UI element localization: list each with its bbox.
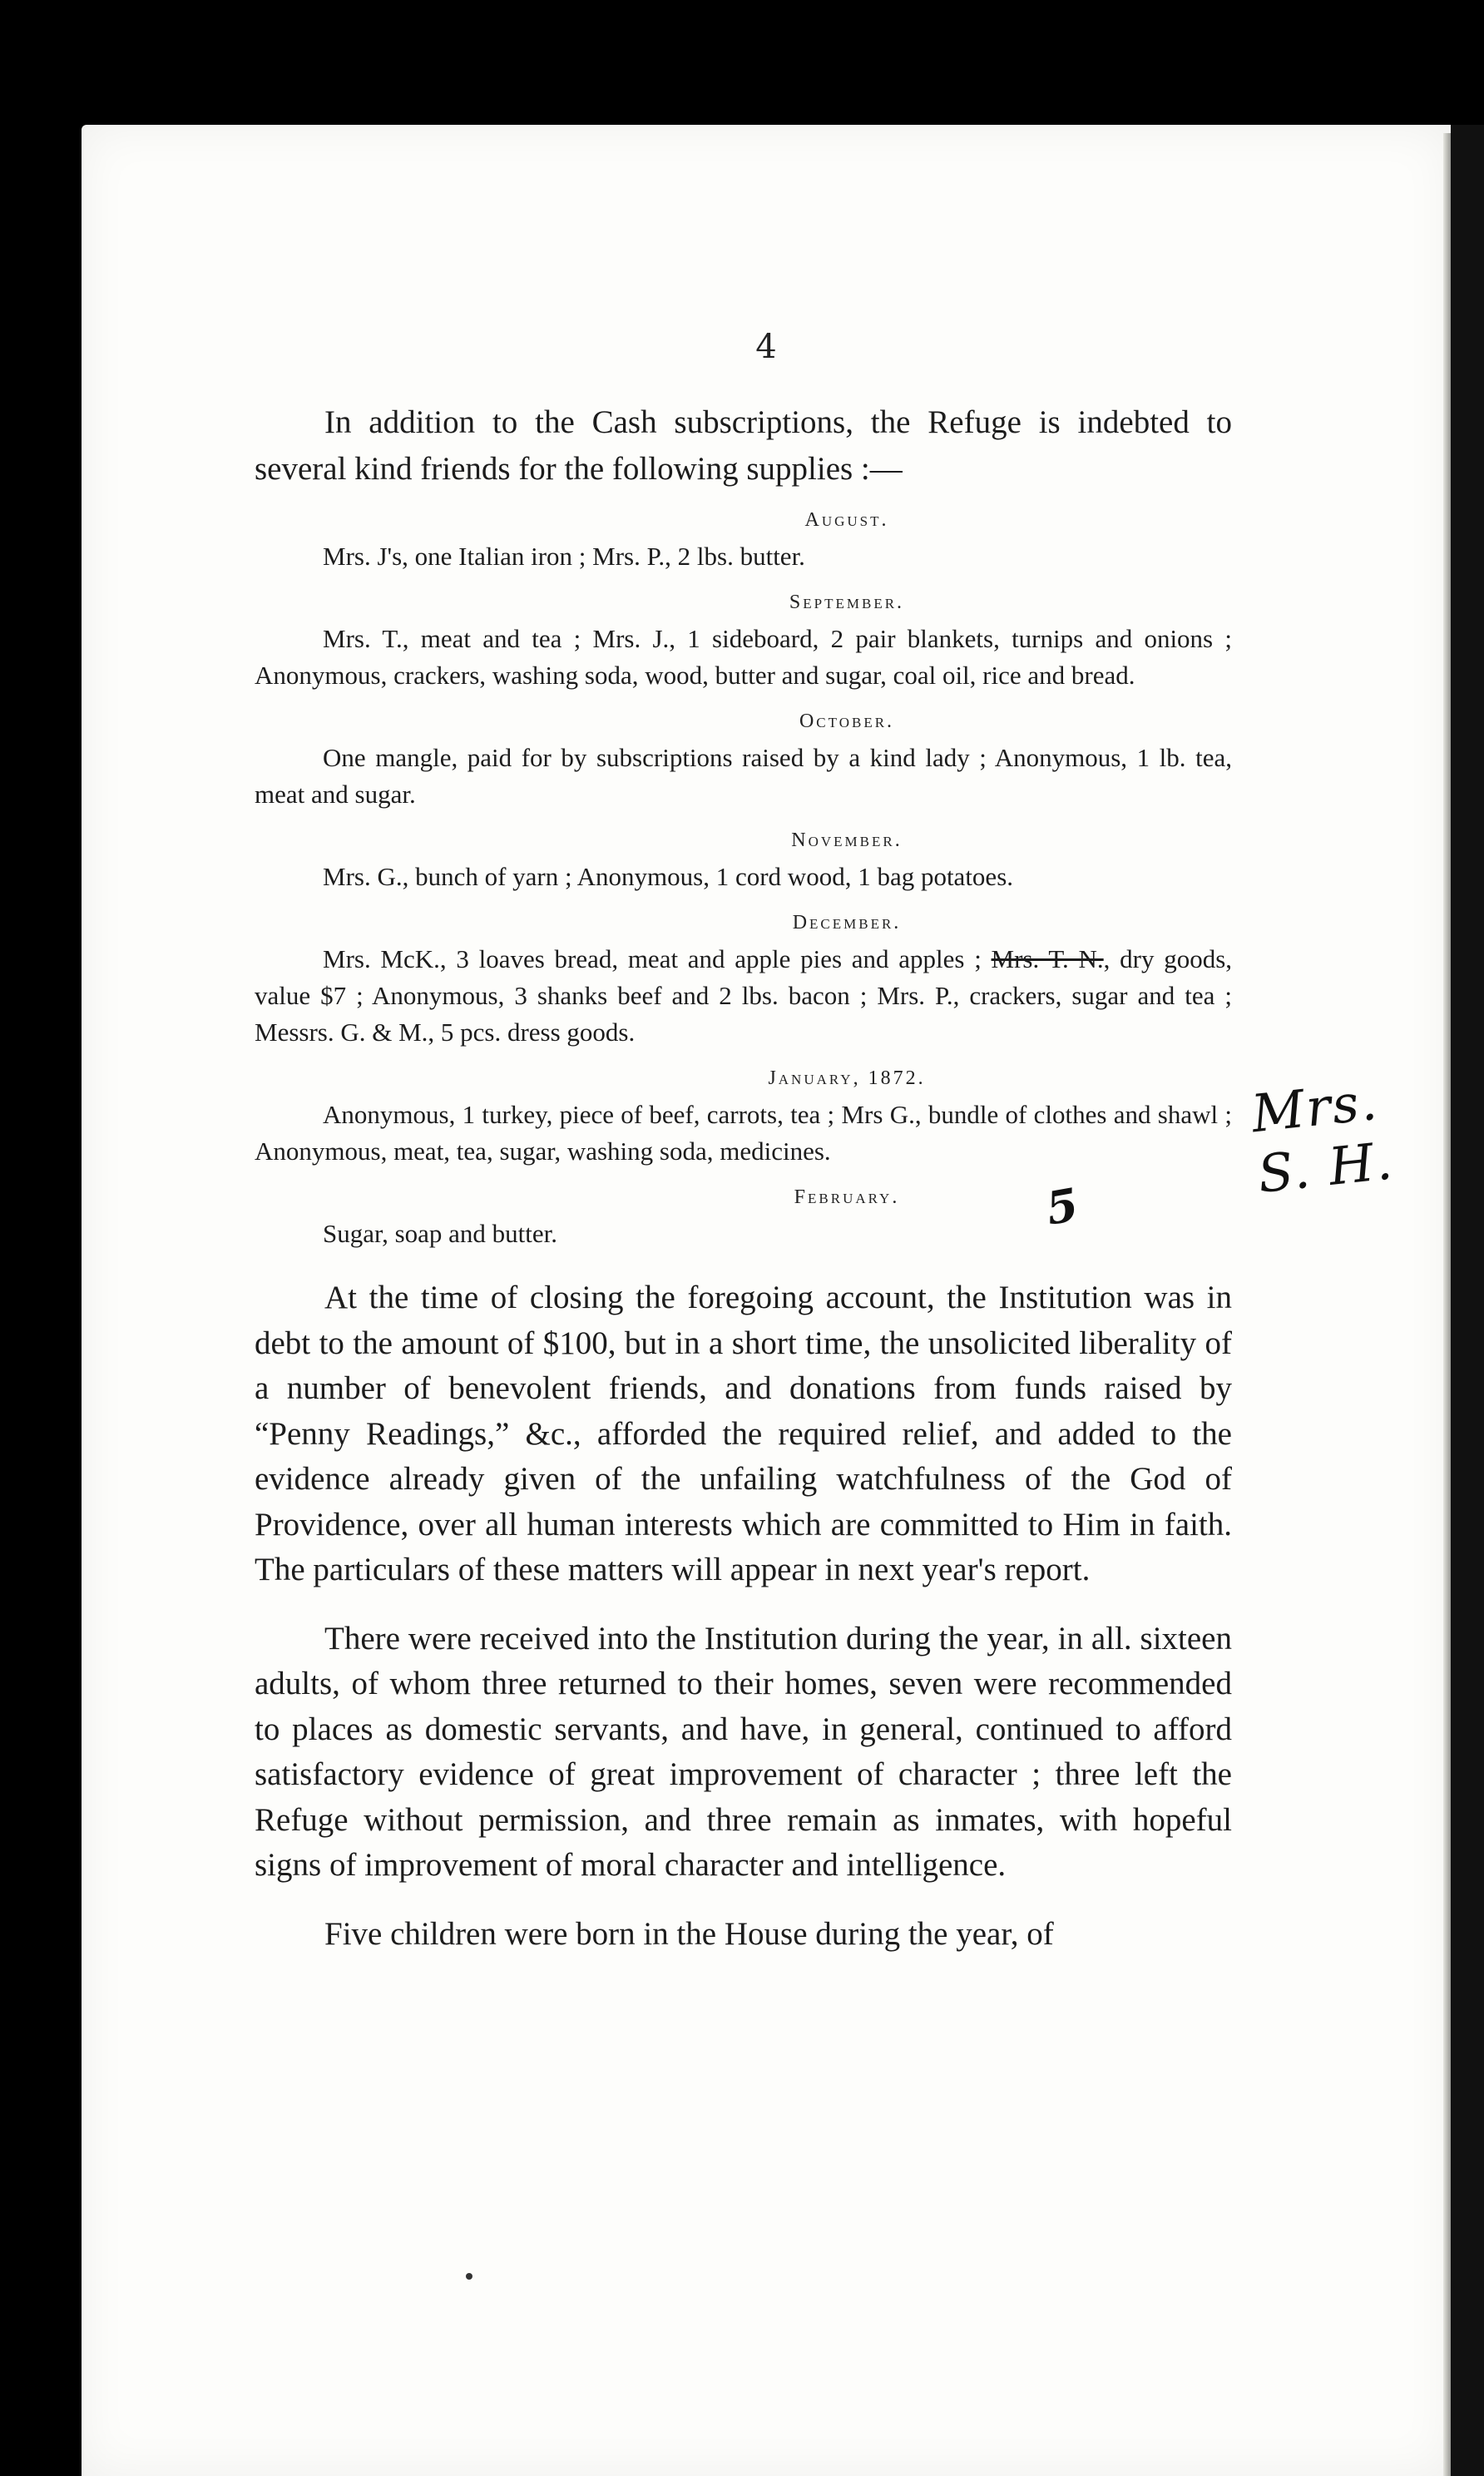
- supply-text-part: , dry goods, value $7 ; Anonymous, 3 shanks beef and 2 lbs. bacon ; Mrs. P., crackers, sugar and tea ; Messrs. G. & M., 5 pcs. dress goods.: [255, 944, 1233, 1047]
- month-heading: September.: [789, 592, 905, 613]
- supply-entry: Sugar, soap and butter.: [323, 1219, 558, 1248]
- body-paragraph: Five children were born in the House during the year, of: [324, 1915, 1054, 1952]
- supplies-section: [255, 509, 1371, 1252]
- binding-shadow: [1451, 125, 1484, 2476]
- month-heading: August.: [804, 509, 889, 531]
- month-heading: February.: [794, 1186, 900, 1208]
- supply-entry: Mrs. T., meat and tea ; Mrs. J., 1 sideboard, 2 pair blankets, turnips and onions ; Anonymous, crackers, washing soda, wood, butter and sugar, coal oil, rice and bread.: [255, 624, 1232, 690]
- supply-entry: Mrs. G., bunch of yarn ; Anonymous, 1 cord wood, 1 bag potatoes.: [323, 862, 1014, 891]
- supply-text-part: Mrs. McK., 3 loaves bread, meat and apple pies and apples ;: [323, 944, 992, 973]
- supply-entry: Anonymous, 1 turkey, piece of beef, carrots, tea ; Mrs G., bundle of clothes and shawl ; Anonymous, meat, tea, sugar, washing soda, medicines.: [255, 1100, 1232, 1166]
- month-heading: October.: [799, 711, 895, 732]
- supply-entry: [255, 941, 1232, 1051]
- intro-paragraph: In addition to the Cash subscriptions, the Refuge is indebted to several kind friends for the following supplies :—: [255, 404, 1232, 487]
- handwritten-annotation: Mrs. S. H.: [1249, 1070, 1397, 1205]
- struck-text: Mrs. T. N.: [991, 944, 1104, 973]
- page-text: [255, 399, 1371, 1957]
- month-heading: January, 1872.: [768, 1067, 926, 1089]
- body-paragraph: There were received into the Institution during the year, in all. sixteen adults, of whom three returned to their homes, seven were recommended to places as domestic servants, and have, in general, continued to afford satisfactory evidence of great improvement of character ; three left the Refuge without permission, and three remain as inmates, with hopeful signs of improvement of moral character and intelligence.: [255, 1620, 1232, 1883]
- month-heading: December.: [792, 912, 902, 933]
- supply-entry: Mrs. J's, one Italian iron ; Mrs. P., 2 lbs. butter.: [323, 542, 805, 571]
- month-heading: November.: [791, 829, 903, 851]
- handwritten-correction: 5: [1041, 1177, 1082, 1236]
- page-edge: [1443, 133, 1451, 2476]
- document-page: [82, 125, 1451, 2476]
- page-number: 4: [755, 328, 777, 366]
- body-paragraph: At the time of closing the foregoing account, the Institution was in debt to the amount of $100, but in a short time, the unsolicited liberality of a number of benevolent friends, and donations from funds raised by “Penny Readings,” &c., afforded the required relief, and added to the evidence already given of the unfailing watchfulness of the God of Providence, over all human interests which are committed to Him in faith. The particulars of these matters will appear in next year's report.: [255, 1280, 1232, 1587]
- ink-speck: [466, 2273, 472, 2280]
- supply-entry: One mangle, paid for by subscriptions raised by a kind lady ; Anonymous, 1 lb. tea, meat and sugar.: [255, 743, 1232, 809]
